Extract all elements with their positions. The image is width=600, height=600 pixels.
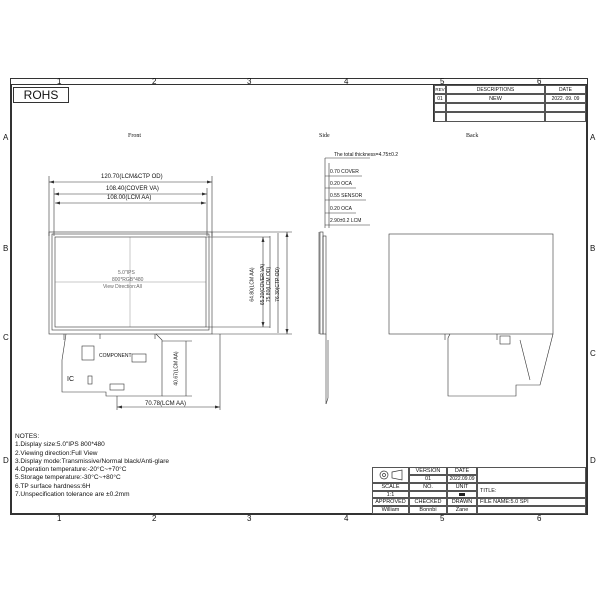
- back-view-label: Back: [466, 133, 479, 139]
- note-5: 5.Storage temperature:-30°C~+80°C: [15, 474, 121, 482]
- zone-col-bottom-6: 6: [537, 514, 542, 523]
- rev-header: REV: [435, 87, 445, 92]
- approved-value: William: [372, 506, 409, 514]
- checked-value: Bonnbi: [409, 506, 447, 514]
- date-value: 2022.09.09: [447, 475, 477, 483]
- zone-row-right-a: A: [590, 133, 596, 142]
- zone-row-left-a: A: [3, 133, 9, 142]
- rev-value: 01: [434, 94, 446, 103]
- unit-label: UNIT: [447, 483, 477, 491]
- zone-col-top-6: 6: [537, 77, 542, 86]
- zone-col-bottom-5: 5: [440, 514, 445, 523]
- layer-cover: 0.70 COVER: [330, 169, 359, 175]
- date-value: 2022. 09. 09: [545, 94, 586, 103]
- scale-value: 1:1: [372, 491, 409, 498]
- approved-label: APPROVED: [372, 498, 409, 506]
- zone-row-right-d: D: [590, 456, 596, 465]
- layer-lcm: 2.90±0.2 LCM: [330, 218, 362, 224]
- version-value: 01: [409, 475, 447, 483]
- zone-row-right-c: C: [590, 349, 596, 358]
- zone-row-left-b: B: [3, 244, 9, 253]
- zone-col-top-2: 2: [152, 77, 157, 86]
- zone-col-bottom-3: 3: [247, 514, 252, 523]
- zone-row-left-c: C: [3, 333, 9, 342]
- zone-col-top-5: 5: [440, 77, 445, 86]
- description-value: NEW: [446, 94, 545, 103]
- drawn-value: Zane: [447, 506, 477, 514]
- notes-heading: NOTES:: [15, 433, 40, 440]
- date-header: DATE: [545, 85, 586, 94]
- dim-right-lcm-aa: 64.80(LCM AA): [249, 267, 256, 302]
- note-3: 3.Display mode:Transmissive/Normal black/Anti-glare: [15, 457, 170, 465]
- zone-col-top-4: 4: [344, 77, 349, 86]
- note-6: 6.TP surface hardness:6H: [15, 482, 91, 490]
- title-label: TITLE:: [477, 483, 586, 498]
- dim-lcm-ctp-od: 120.70(LCM&CTP OD): [101, 174, 163, 180]
- total-thickness-label: The total thickness=4.75±0.2: [334, 152, 399, 158]
- dim-lcm-aa: 108.00(LCM AA): [107, 195, 152, 201]
- no-label: NO.: [409, 483, 447, 491]
- note-1: 1.Display size:5.0"IPS 800*480: [15, 441, 105, 449]
- dim-fpc-height: 40.67(LCM AA): [173, 351, 180, 386]
- zone-col-bottom-1: 1: [57, 514, 62, 523]
- unit-value: [447, 491, 477, 498]
- screen-size-text: 5.0"IPS: [118, 270, 135, 276]
- layer-oca-1: 0.20 OCA: [330, 181, 352, 187]
- title-block: [372, 467, 586, 514]
- zone-col-top-3: 3: [247, 77, 252, 86]
- dim-right-lcm-od: 75.80(LCM OD): [266, 266, 273, 303]
- date-label: DATE: [447, 467, 477, 475]
- projection-symbol: [372, 467, 409, 483]
- component-label: COMPONENT: [99, 353, 132, 359]
- zone-col-bottom-2: 2: [152, 514, 157, 523]
- no-value: [409, 491, 447, 498]
- zone-row-right-b: B: [590, 244, 596, 253]
- notes-block: [15, 433, 169, 499]
- screen-view-direction-text: View Direction:All: [103, 284, 142, 290]
- screen-resolution-text: 800*RGB*480: [112, 277, 144, 283]
- zone-row-left-d: D: [3, 456, 9, 465]
- drawn-label: DRAWN: [447, 498, 477, 506]
- front-view-label: Front: [128, 133, 142, 139]
- descriptions-header: DESCRIPTIONS: [446, 85, 545, 94]
- layer-oca-2: 0.20 OCA: [330, 206, 352, 212]
- projection-icon: [376, 469, 406, 481]
- dim-bottom-lcm-aa: 70.78(LCM AA): [145, 401, 187, 407]
- file-name: FILE NAME:5.0 SPI: [477, 498, 586, 506]
- zone-col-bottom-4: 4: [344, 514, 349, 523]
- note-4: 4.Operation temperature:-20°C~+70°C: [15, 466, 127, 474]
- scale-label: SCALE: [372, 483, 409, 491]
- layer-sensor: 0.55 SENSOR: [330, 193, 363, 199]
- zone-col-top-1: 1: [57, 77, 62, 86]
- title-blank: [477, 467, 586, 483]
- file-blank: [477, 506, 586, 514]
- note-7: 7.Unspecification tolerance are ±0.2mm: [15, 491, 130, 499]
- ic-label: IC: [67, 376, 74, 383]
- dim-cover-va: 108.40(COVER VA): [106, 186, 159, 192]
- dim-right-ctp-od: 76.30(CTP OD): [274, 267, 281, 302]
- note-2: 2.Viewing direction:Full View: [15, 449, 98, 457]
- side-view-label: Side: [319, 133, 330, 139]
- unit-mark: [459, 493, 465, 496]
- dim-right-cover-va: 65.20(COVER VA): [260, 263, 267, 306]
- checked-label: CHECKED: [409, 498, 447, 506]
- version-label: VERSION: [409, 467, 447, 475]
- rohs-label: ROHS: [13, 87, 69, 103]
